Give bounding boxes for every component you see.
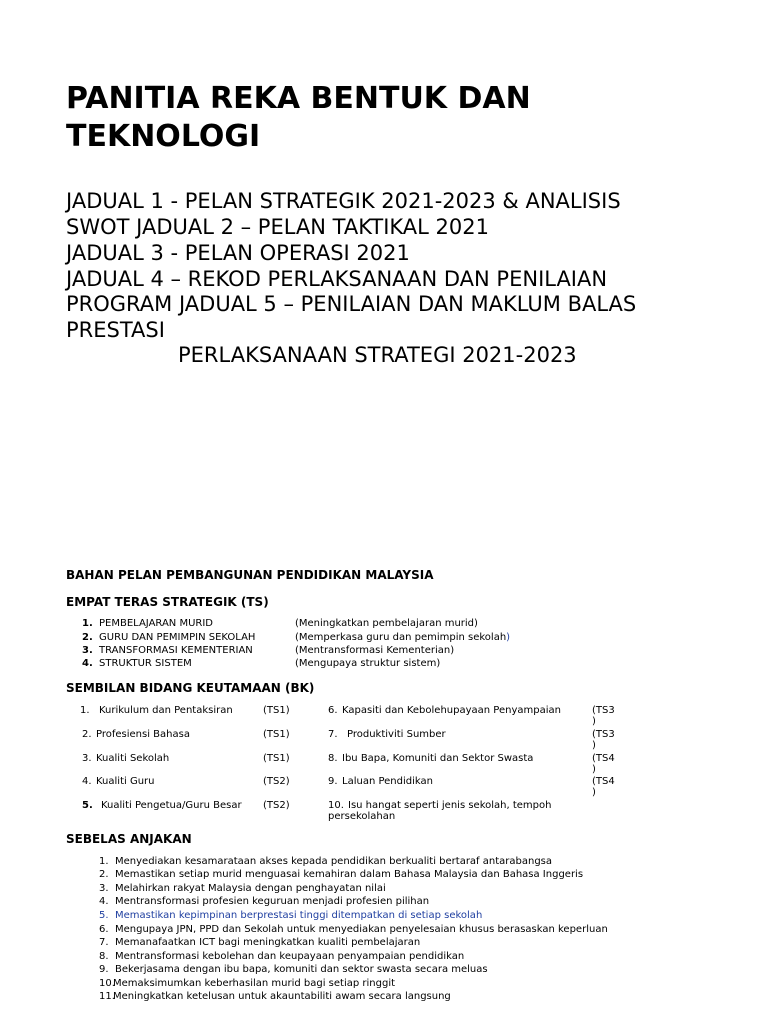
jadual-line: PRESTASI	[66, 318, 165, 342]
jadual-line: JADUAL 1 - PELAN STRATEGIK 2021-2023 & ANALISIS	[66, 189, 621, 213]
bk-ts-tag-close: )	[592, 740, 596, 751]
ts-number: 1.	[82, 618, 93, 629]
anjakan-text: Memaksimumkan keberhasilan murid bagi setiap ringgit	[113, 978, 396, 989]
bk-ts-tag-close: )	[592, 787, 596, 798]
anjakan-text: Menyediakan kesamarataan akses kepada pendidikan berkualiti bertaraf antarabangsa	[115, 856, 553, 867]
anjakan-number: 10.	[99, 978, 115, 989]
bk-number: 1.	[80, 705, 90, 716]
anjakan-text: Meningkatkan ketelusan untuk akauntabiliti awam secara langsung	[113, 991, 451, 1002]
bk-number: 10.	[328, 800, 344, 811]
anjakan-number: 11.	[99, 991, 115, 1002]
anjakan-number: 6.	[99, 924, 109, 935]
bk-label: Kapasiti dan Kebolehupayaan Penyampaian	[342, 705, 561, 716]
bk-label: Kualiti Guru	[96, 776, 155, 787]
section-heading-ppp: BAHAN PELAN PEMBANGUNAN PENDIDIKAN MALAYSIA	[66, 568, 434, 582]
bk-label: Kualiti Pengetua/Guru Besar	[101, 800, 242, 811]
bk-ts-tag: (TS1)	[263, 705, 290, 716]
jadual-line: SWOT JADUAL 2 – PELAN TAKTIKAL 2021	[66, 215, 489, 239]
anjakan-number: 1.	[99, 856, 109, 867]
anjakan-text: Mentransformasi kebolehan dan keupayaan penyampaian pendidikan	[115, 951, 465, 962]
anjakan-text: Mengupaya JPN, PPD dan Sekolah untuk menyediakan penyelesaian khusus berasaskan keperluan	[115, 924, 608, 935]
bk-number: 8.	[328, 753, 338, 764]
anjakan-number: 7.	[99, 937, 109, 948]
ts-description: (Meningkatkan pembelajaran murid)	[295, 618, 478, 629]
section-heading-bk: SEMBILAN BIDANG KEUTAMAAN (BK)	[66, 681, 315, 695]
ts-name: PEMBELAJARAN MURID	[99, 618, 213, 629]
jadual-line: PROGRAM JADUAL 5 – PENILAIAN DAN MAKLUM BALAS	[66, 292, 637, 316]
ts-name: GURU DAN PEMIMPIN SEKOLAH	[99, 632, 256, 643]
bk-label: Profesiensi Bahasa	[96, 729, 190, 740]
anjakan-text: Memanafaatkan ICT bagi meningkatkan kualiti pembelajaran	[115, 937, 421, 948]
jadual-line: JADUAL 3 - PELAN OPERASI 2021	[66, 241, 410, 265]
bk-number: 5.	[82, 800, 93, 811]
bk-ts-tag: (TS4	[592, 776, 615, 787]
bk-ts-tag: (TS4	[592, 753, 615, 764]
ts-description: (Mengupaya struktur sistem)	[295, 658, 441, 669]
bk-number: 2.	[82, 729, 92, 740]
anjakan-number: 8.	[99, 951, 109, 962]
anjakan-number: 9.	[99, 964, 109, 975]
bk-ts-tag: (TS3	[592, 705, 615, 716]
anjakan-number: 2.	[99, 869, 109, 880]
bk-label: Kualiti Sekolah	[96, 753, 170, 764]
bk-label: Produktiviti Sumber	[347, 729, 446, 740]
bk-ts-tag: (TS1)	[263, 753, 290, 764]
bk-ts-tag: (TS2)	[263, 776, 290, 787]
bk-number: 9.	[328, 776, 338, 787]
bk-ts-tag: (TS3	[592, 729, 615, 740]
page-title: PANITIA REKA BENTUK DAN TEKNOLOGI	[66, 81, 531, 154]
anjakan-number: 4.	[99, 896, 109, 907]
ts-number: 4.	[82, 658, 93, 669]
ts-number: 2.	[82, 632, 93, 643]
ts-description: (Mentransformasi Kementerian)	[295, 645, 455, 656]
bk-label-continued: persekolahan	[328, 811, 396, 822]
bk-number: 4.	[82, 776, 92, 787]
anjakan-text: Mentransformasi profesien keguruan menjadi profesien pilihan	[115, 896, 430, 907]
ts-name: STRUKTUR SISTEM	[99, 658, 192, 669]
section-heading-ts: EMPAT TERAS STRATEGIK (TS)	[66, 595, 269, 609]
anjakan-text: Bekerjasama dengan ibu bapa, komuniti dan sektor swasta secara meluas	[115, 964, 488, 975]
bk-ts-tag-close: )	[592, 716, 596, 727]
jadual-line: JADUAL 4 – REKOD PERLAKSANAAN DAN PENILAIAN	[66, 267, 608, 291]
bk-label: Laluan Pendidikan	[342, 776, 433, 787]
bk-ts-tag: (TS2)	[263, 800, 290, 811]
bk-number: 3.	[82, 753, 92, 764]
bk-ts-tag-close: )	[592, 764, 596, 775]
anjakan-number: 3.	[99, 883, 109, 894]
bk-label: Ibu Bapa, Komuniti dan Sektor Swasta	[342, 753, 534, 764]
ts-description: (Memperkasa guru dan pemimpin sekolah)	[295, 632, 511, 643]
anjakan-text: Memastikan setiap murid menguasai kemahiran dalam Bahasa Malaysia dan Bahasa Inggeris	[115, 869, 584, 880]
anjakan-text: Melahirkan rakyat Malaysia dengan penghayatan nilai	[115, 883, 386, 894]
anjakan-number: 5.	[99, 910, 109, 921]
bk-label: Isu hangat seperti jenis sekolah, tempoh	[348, 800, 552, 811]
anjakan-text: Memastikan kepimpinan berprestasi tinggi ditempatkan di setiap sekolah	[115, 910, 483, 921]
ts-number: 3.	[82, 645, 93, 656]
bk-number: 6.	[328, 705, 338, 716]
ts-name: TRANSFORMASI KEMENTERIAN	[99, 645, 253, 656]
section-heading-anjakan: SEBELAS ANJAKAN	[66, 832, 192, 846]
strategy-heading: PERLAKSANAAN STRATEGI 2021-2023	[178, 343, 577, 367]
bk-number: 7.	[328, 729, 338, 740]
bk-label: Kurikulum dan Pentaksiran	[99, 705, 233, 716]
bk-ts-tag: (TS1)	[263, 729, 290, 740]
